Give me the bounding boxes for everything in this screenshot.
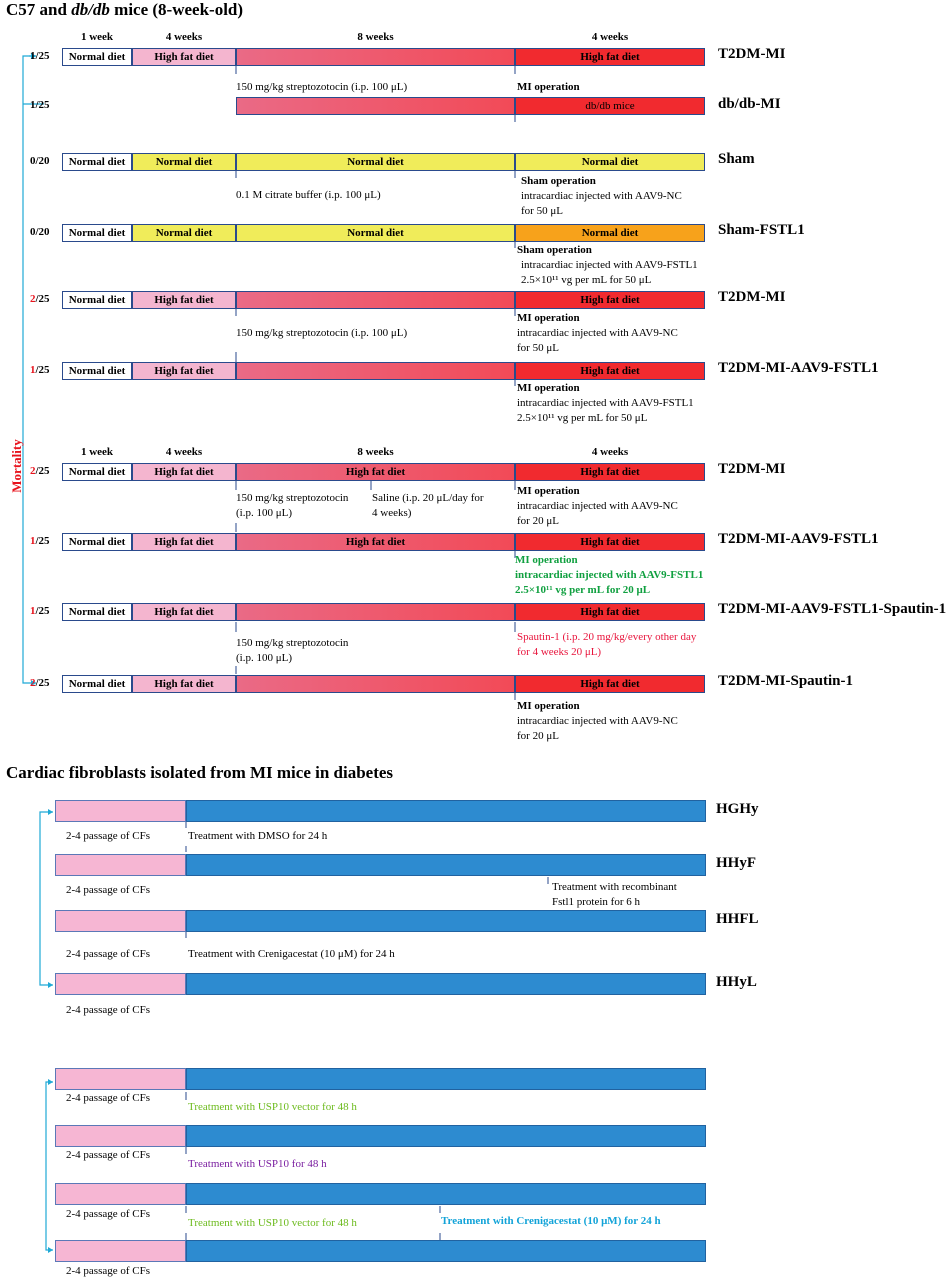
cf-treatment-bar <box>186 910 706 932</box>
bar-dbdb-mice: db/db mice <box>515 97 705 115</box>
cf-treatment-bar <box>186 1183 706 1205</box>
cf-group-label: HHyF <box>716 855 756 871</box>
bar-normal-diet: Normal diet <box>62 48 132 66</box>
cf-treatment-bar <box>186 1240 706 1262</box>
group-label: T2DM-MI <box>718 46 786 62</box>
title-italic: db/db <box>71 0 110 19</box>
bar-stz-period <box>236 675 515 693</box>
bar-high-fat-diet-mi: High fat diet <box>515 291 705 309</box>
cf-passage-label: 2-4 passage of CFs <box>66 1004 151 1016</box>
cf-bracket-line-2 <box>46 1082 53 1250</box>
note-saline-block: Saline (i.p. 20 μL/day for 4 weeks) <box>372 492 484 519</box>
bar-high-fat-diet: High fat diet <box>132 603 236 621</box>
note-stz-block: 150 mg/kg streptozotocin (i.p. 100 μL) <box>236 492 349 519</box>
cf-passage-label: 2-4 passage of CFs <box>66 1149 151 1161</box>
bar-dbdb-period <box>236 97 515 115</box>
bar-normal-diet: Normal diet <box>62 675 132 693</box>
note-mi-block: MI operation intracardiac injected with AAV9-NC for 20 μL <box>517 485 678 527</box>
mortality-4: 0/20 <box>30 226 50 238</box>
cf-passage-bar <box>55 1068 186 1090</box>
mortality-5: 2/25 <box>30 293 50 305</box>
bar-high-fat-diet-mi: High fat diet <box>515 675 705 693</box>
header-8-weeks: 8 weeks <box>357 31 394 43</box>
group-label: db/db-MI <box>718 96 781 112</box>
mortality-10: 2/25 <box>30 677 50 689</box>
bar-high-fat-diet: High fat diet <box>132 362 236 380</box>
note-usp10-vector: Treatment with USP10 vector for 48 h <box>188 1101 357 1113</box>
cf-passage-label: 2-4 passage of CFs <box>66 1092 151 1104</box>
note-dmso: Treatment with DMSO for 24 h <box>188 830 328 842</box>
cf-passage-bar <box>55 854 186 876</box>
title-prefix: C57 and <box>6 0 72 19</box>
bar-high-fat-diet-mi: High fat diet <box>515 533 705 551</box>
bar-high-fat-diet-mi: High fat diet <box>515 463 705 481</box>
bar-high-fat-diet-stz: High fat diet <box>236 533 515 551</box>
bar-normal-diet: Normal diet <box>132 153 236 171</box>
header-1-week: 1 week <box>80 446 114 458</box>
mortality-9: 1/25 <box>30 605 50 617</box>
group-label: T2DM-MI-AAV9-FSTL1 <box>718 360 879 376</box>
bar-high-fat-diet-mi: High fat diet <box>515 48 705 66</box>
note-stz-block: 150 mg/kg streptozotocin (i.p. 100 μL) <box>236 637 349 664</box>
mortality-1: 1/25 <box>30 50 50 62</box>
note-usp10: Treatment with USP10 for 48 h <box>188 1158 327 1170</box>
section1-title <box>6 0 243 20</box>
note-usp10-vector-2: Treatment with USP10 vector for 48 h <box>188 1217 357 1229</box>
note-sham-block: Sham operation intracardiac injected with AAV9-NC for 50 μL <box>521 175 682 217</box>
bar-high-fat-diet-mi: High fat diet <box>515 603 705 621</box>
bar-normal-diet: Normal diet <box>62 533 132 551</box>
cf-passage-label: 2-4 passage of CFs <box>66 948 151 960</box>
group-label: T2DM-MI-AAV9-FSTL1-Spautin-1 <box>718 601 947 617</box>
cf-group-label: HGHy <box>716 801 759 817</box>
group-label: T2DM-MI <box>718 461 786 477</box>
cf-passage-bar <box>55 973 186 995</box>
bar-stz-period <box>236 291 515 309</box>
bar-normal-diet: Normal diet <box>62 463 132 481</box>
section2-title: Cardiac fibroblasts isolated from MI mice in diabetes <box>6 763 394 782</box>
note-crenigacestat-2: Treatment with Crenigacestat (10 μM) for 24 h <box>441 1215 661 1227</box>
cf-passage-label: 2-4 passage of CFs <box>66 830 151 842</box>
group-label: Sham <box>718 151 755 167</box>
bar-high-fat-diet: High fat diet <box>132 291 236 309</box>
mortality-6: 1/25 <box>30 364 50 376</box>
header-4-weeks: 4 weeks <box>165 446 203 458</box>
bar-normal-diet-fstl1: Normal diet <box>515 224 705 242</box>
bar-normal-diet: Normal diet <box>515 153 705 171</box>
note-mi-block: MI operation intracardiac injected with AAV9-NC for 20 μL <box>517 700 678 742</box>
bar-normal-diet: Normal diet <box>62 603 132 621</box>
cf-treatment-bar <box>186 800 706 822</box>
cf-treatment-bar <box>186 854 706 876</box>
cf-group-label: HHyL <box>716 974 757 990</box>
header-4-weeks: 4 weeks <box>165 31 203 43</box>
note-sham-fstl1-block: Sham operation intracardiac injected with AAV9-FSTL1 2.5×10¹¹ vg per mL for 50 μL <box>517 244 698 286</box>
cf-bracket-line-1 <box>40 812 53 985</box>
cf-passage-bar <box>55 1183 186 1205</box>
bar-high-fat-diet: High fat diet <box>132 463 236 481</box>
bar-high-fat-diet: High fat diet <box>132 533 236 551</box>
header-4-weeks-b: 4 weeks <box>591 446 629 458</box>
note-citrate: 0.1 M citrate buffer (i.p. 100 μL) <box>236 189 381 201</box>
note-mi-operation: MI operation <box>517 81 580 93</box>
cf-passage-label: 2-4 passage of CFs <box>66 884 151 896</box>
group-label: T2DM-MI-Spautin-1 <box>718 673 854 689</box>
group-label: T2DM-MI-AAV9-FSTL1 <box>718 531 879 547</box>
header-1-week: 1 week <box>80 31 114 43</box>
cf-treatment-bar <box>186 1068 706 1090</box>
mortality-8: 1/25 <box>30 535 50 547</box>
cf-group-label: HHFL <box>716 911 759 927</box>
cf-treatment-bar <box>186 1125 706 1147</box>
title-suffix: mice (8-week-old) <box>109 0 244 19</box>
cf-passage-bar <box>55 910 186 932</box>
bar-high-fat-diet-mi: High fat diet <box>515 362 705 380</box>
bar-stz-period <box>236 48 515 66</box>
note-stz: 150 mg/kg streptozotocin (i.p. 100 μL) <box>236 327 408 339</box>
cf-passage-label: 2-4 passage of CFs <box>66 1265 151 1277</box>
cf-passage-bar <box>55 1125 186 1147</box>
bar-high-fat-diet: High fat diet <box>132 675 236 693</box>
cf-treatment-bar <box>186 973 706 995</box>
cf-passage-bar <box>55 1240 186 1262</box>
bar-stz-period <box>236 362 515 380</box>
group-label: Sham-FSTL1 <box>718 222 805 238</box>
mortality-2: 1/25 <box>30 99 50 111</box>
bar-normal-diet: Normal diet <box>62 362 132 380</box>
note-mi-block: MI operation intracardiac injected with AAV9-NC for 50 μL <box>517 312 678 354</box>
bar-normal-diet: Normal diet <box>132 224 236 242</box>
bar-normal-diet: Normal diet <box>236 153 515 171</box>
note-mi-fstl1-green: MI operation intracardiac injected with AAV9-FSTL1 2.5×10¹¹ vg per mL for 20 μL <box>515 554 704 596</box>
bar-normal-diet: Normal diet <box>236 224 515 242</box>
mortality-3: 0/20 <box>30 155 50 167</box>
note-mi-fstl1-block: MI operation intracardiac injected with AAV9-FSTL1 2.5×10¹¹ vg per mL for 50 μL <box>517 382 694 424</box>
bar-high-fat-diet-stz: High fat diet <box>236 463 515 481</box>
bar-high-fat-diet: High fat diet <box>132 48 236 66</box>
bar-stz-period <box>236 603 515 621</box>
header-8-weeks: 8 weeks <box>357 446 394 458</box>
bar-normal-diet: Normal diet <box>62 153 132 171</box>
note-spautin-block: Spautin-1 (i.p. 20 mg/kg/every other day for 4 weeks 20 μL) <box>517 631 697 658</box>
note-crenigacestat: Treatment with Crenigacestat (10 μM) for 24 h <box>188 948 395 960</box>
bar-normal-diet: Normal diet <box>62 291 132 309</box>
mortality-label: Mortality <box>9 439 24 493</box>
cf-passage-label: 2-4 passage of CFs <box>66 1208 151 1220</box>
cf-passage-bar <box>55 800 186 822</box>
header-4-weeks-b: 4 weeks <box>591 31 629 43</box>
group-label: T2DM-MI <box>718 289 786 305</box>
note-fstl1-protein: Treatment with recombinant Fstl1 protein for 6 h <box>552 881 677 908</box>
note-stz: 150 mg/kg streptozotocin (i.p. 100 μL) <box>236 81 408 93</box>
bar-normal-diet: Normal diet <box>62 224 132 242</box>
mortality-7: 2/25 <box>30 465 50 477</box>
